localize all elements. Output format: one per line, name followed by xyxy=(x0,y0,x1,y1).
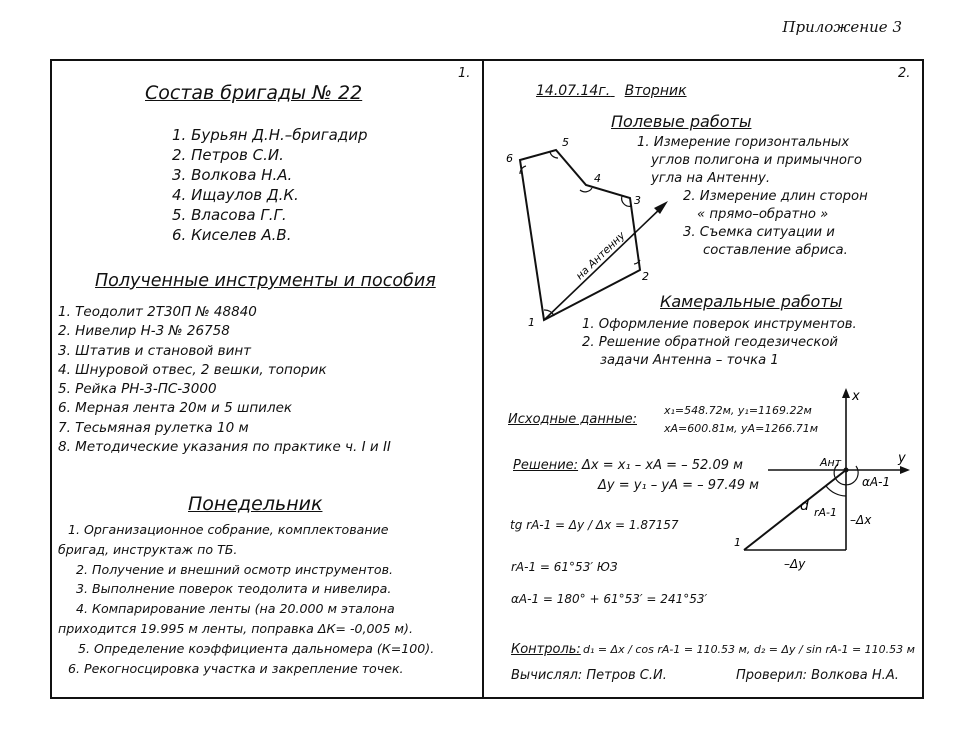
checked-by: Проверил: Волкова Н.А. xyxy=(736,668,899,683)
monday-item: бригад, инструктаж по ТБ. xyxy=(58,541,238,557)
field-item: угла на Антенну. xyxy=(651,171,771,186)
bearing-arc xyxy=(826,486,846,496)
monday-item: 6. Рекогносцировка участка и закрепление точек. xyxy=(68,660,404,676)
tool-item: 2. Нивелир Н-3 № 26758 xyxy=(58,323,230,340)
initial-data-label: Исходные данные: xyxy=(508,412,637,427)
left-page-number: 1. xyxy=(458,66,471,81)
vertex-label-4: 4 xyxy=(594,172,601,185)
weekday: Вторник xyxy=(624,83,687,99)
control-equation: d₁ = Δx / cos rA-1 = 110.53 м, d₂ = Δy / sin rA-1 = 110.53 м xyxy=(583,643,915,656)
team-member: 1. Бурьян Д.Н.–бригадир xyxy=(172,126,368,144)
antenna-point xyxy=(844,468,849,473)
date-line xyxy=(536,83,687,99)
team-member: 6. Киселев А.В. xyxy=(172,226,292,244)
y-axis-arrowhead xyxy=(900,466,910,474)
delta-x-equation: Δx = x₁ – xA = – 52.09 м xyxy=(582,458,743,473)
delta-y-equation: Δy = y₁ – yA = – 97.49 м xyxy=(598,478,759,493)
office-item: 2. Решение обратной геодезической xyxy=(582,335,838,350)
polygon-sketch xyxy=(500,130,680,330)
monday-list xyxy=(58,520,434,678)
tool-item: 1. Теодолит 2Т30П № 48840 xyxy=(58,304,257,320)
field-item: углов полигона и примычного xyxy=(651,153,862,168)
neg-delta-y-label: –Δy xyxy=(784,557,806,571)
field-item: 1. Измерение горизонтальных xyxy=(637,135,850,150)
initial-point-antenna: xA=600.81м, yA=1266.71м xyxy=(664,422,819,435)
azimuth-equation: αA-1 = 180° + 61°53′ = 241°53′ xyxy=(511,592,708,606)
computed-by: Вычислял: Петров С.И. xyxy=(511,668,667,683)
vertex-label-6: 6 xyxy=(506,152,513,165)
right-page-number: 2. xyxy=(898,66,911,81)
office-item: 1. Оформление поверок инструментов. xyxy=(582,317,857,332)
solution-label: Решение: xyxy=(513,458,579,473)
bearing-label: rA-1 xyxy=(814,506,838,519)
team-member: 3. Волкова Н.А. xyxy=(172,166,293,184)
antenna-direction-label: на Антенну xyxy=(573,229,628,283)
appendix-label: Приложение 3 xyxy=(782,18,902,36)
angle-arc xyxy=(580,188,592,192)
x-axis-arrowhead xyxy=(842,388,850,398)
vertex-label-5: 5 xyxy=(562,136,569,149)
tool-item: 7. Тесьмяная рулетка 10 м xyxy=(58,419,249,436)
antenna-label: Ант xyxy=(820,456,842,469)
date: 14.07.14г. xyxy=(536,83,611,99)
team-member: 4. Ищаулов Д.К. xyxy=(172,186,299,204)
initial-point-1: x₁=548.72м, y₁=1169.22м xyxy=(664,404,812,417)
point-1-label: 1 xyxy=(734,536,741,549)
monday-item: 2. Получение и внешний осмотр инструментов. xyxy=(76,561,394,577)
field-item: 2. Измерение длин сторон xyxy=(683,189,868,204)
x-axis-label: x xyxy=(852,389,860,404)
azimuth-label: αA-1 xyxy=(862,475,891,489)
team-title: Состав бригады № 22 xyxy=(145,82,363,104)
y-axis-label: y xyxy=(898,451,906,466)
team-member: 2. Петров С.И. xyxy=(172,146,284,164)
field-item: 3. Съемка ситуации и xyxy=(683,225,835,240)
team-list xyxy=(172,125,367,245)
monday-item: 5. Определение коэффициента дальномера (К=100). xyxy=(78,640,435,656)
office-works-title: Камеральные работы xyxy=(660,292,843,311)
monday-item: приходится 19.995 м ленты, поправка ΔК= -0,005 м). xyxy=(58,620,413,636)
control-label: Контроль: xyxy=(511,642,581,657)
neg-delta-x-label: –Δx xyxy=(850,513,872,527)
office-item: задачи Антенна – точка 1 xyxy=(600,353,779,368)
field-works-title: Полевые работы xyxy=(611,112,752,131)
monday-title: Понедельник xyxy=(188,493,323,515)
monday-item: 1. Организационное собрание, комплектование xyxy=(68,522,389,537)
field-item: составление абриса. xyxy=(703,243,848,258)
tangent-equation: tg rA-1 = Δy / Δx = 1.87157 xyxy=(510,518,679,532)
monday-item: 3. Выполнение поверок теодолита и нивелира. xyxy=(76,581,392,597)
distance-label: d xyxy=(800,498,809,514)
vertex-label-2: 2 xyxy=(642,270,649,283)
team-member: 5. Власова Г.Г. xyxy=(172,206,287,224)
vertex-label-3: 3 xyxy=(634,194,641,207)
tool-item: 5. Рейка РН-3-ПС-3000 xyxy=(58,381,217,398)
tool-item: 3. Штатив и становой винт xyxy=(58,342,252,359)
tool-item: 8. Методические указания по практике ч. I и II xyxy=(58,439,391,456)
vertex-label-1: 1 xyxy=(528,316,535,329)
tools-title: Полученные инструменты и пособия xyxy=(95,271,436,291)
monday-item: 4. Компарирование ленты (на 20.000 м эталона xyxy=(76,601,395,617)
bearing-equation: rA-1 = 61°53′ ЮЗ xyxy=(511,560,618,574)
office-works-list xyxy=(582,316,857,370)
page-divider xyxy=(482,59,484,699)
field-item: « прямо–обратно » xyxy=(697,207,829,222)
antenna-direction-line xyxy=(544,206,663,320)
tools-list xyxy=(58,303,391,457)
tool-item: 4. Шнуровой отвес, 2 вешки, топорик xyxy=(58,361,327,378)
coordinate-diagram xyxy=(728,386,918,576)
angle-arc xyxy=(550,152,558,158)
tool-item: 6. Мерная лента 20м и 5 шпилек xyxy=(58,400,293,417)
